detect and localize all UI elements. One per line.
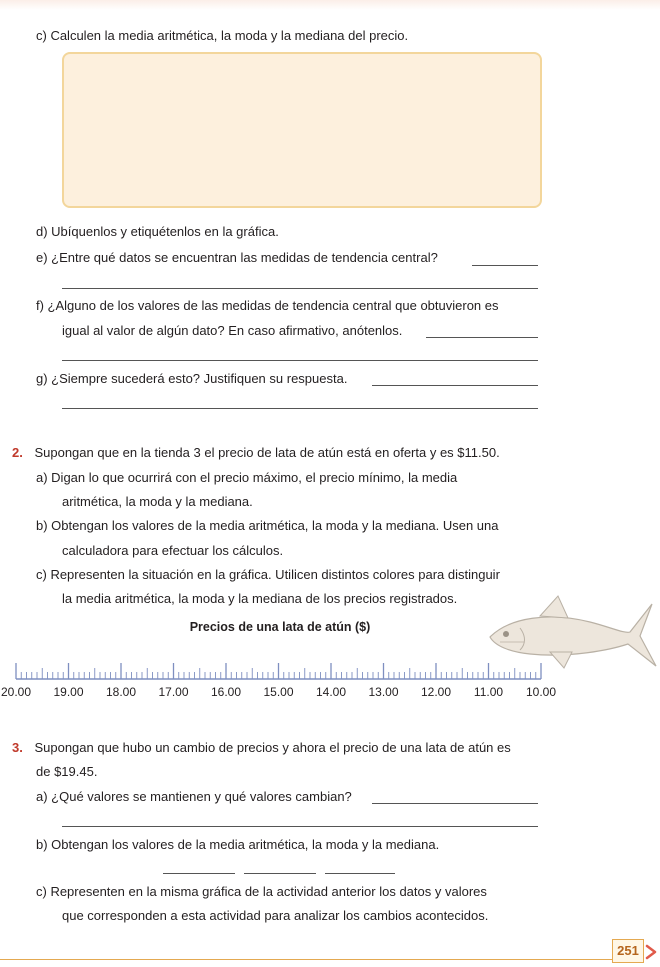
scale-label: 11.00 <box>473 685 504 699</box>
scale-label: 18.00 <box>105 685 137 699</box>
blank-e2[interactable] <box>62 288 538 289</box>
exercise-2-c-line1: c) Representen la situación en la gráfica. Utilicen distintos colores para distinguir <box>36 567 500 582</box>
exercise-2-a-line2: aritmética, la moda y la mediana. <box>62 494 253 509</box>
exercise-3-number: 3. <box>12 740 23 755</box>
blank-f2[interactable] <box>62 360 538 361</box>
exercise-2-text: Supongan que en la tienda 3 el precio de lata de atún está en oferta y es $11.50. <box>34 445 500 460</box>
blank-g2[interactable] <box>62 408 538 409</box>
exercise-3-a: a) ¿Qué valores se mantienen y qué valores cambian? <box>36 789 352 804</box>
blank-3b-mode[interactable] <box>244 873 316 874</box>
item-g: g) ¿Siempre sucederá esto? Justifiquen su respuesta. <box>36 371 348 386</box>
scale-label: 19.00 <box>53 685 84 699</box>
footer-line <box>0 959 612 960</box>
item-d: d) Ubíquenlos y etiquétenlos en la gráfica. <box>36 224 279 239</box>
blank-e1[interactable] <box>472 265 538 266</box>
exercise-2-intro <box>12 445 500 460</box>
scale-label: 13.00 <box>368 685 399 699</box>
exercise-3-intro <box>12 740 511 755</box>
exercise-3-text: Supongan que hubo un cambio de precios y ahora el precio de una lata de atún es <box>34 740 511 755</box>
blank-3a2[interactable] <box>62 826 538 827</box>
item-c: c) Calculen la media aritmética, la moda y la mediana del precio. <box>36 28 409 43</box>
blank-3b-mean[interactable] <box>163 873 235 874</box>
exercise-2-c-line2: la media aritmética, la moda y la mediana de los precios registrados. <box>62 591 458 606</box>
next-arrow-icon <box>644 942 660 962</box>
exercise-2-b-line2: calculadora para efectuar los cálculos. <box>62 543 284 558</box>
exercise-3-b: b) Obtengan los valores de la media aritmética, la moda y la mediana. <box>36 837 440 852</box>
scale-label: 12.00 <box>420 685 452 699</box>
exercise-3-c-line1: c) Representen en la misma gráfica de la actividad anterior los datos y valores <box>36 884 487 899</box>
page-number: 251 <box>612 939 644 963</box>
answer-box[interactable] <box>62 52 542 208</box>
blank-3b-median[interactable] <box>325 873 395 874</box>
exercise-2-number: 2. <box>12 445 23 460</box>
scale-label: 20.00 <box>0 685 32 699</box>
scale-label: 14.00 <box>315 685 347 699</box>
price-scale <box>0 655 560 683</box>
scale-label: 15.00 <box>263 685 294 699</box>
scale-label: 10.00 <box>525 685 557 699</box>
scale-label: 16.00 <box>210 685 242 699</box>
blank-g1[interactable] <box>372 385 538 386</box>
item-e: e) ¿Entre qué datos se encuentran las medidas de tendencia central? <box>36 250 438 265</box>
scale-label: 17.00 <box>158 685 189 699</box>
blank-3a1[interactable] <box>372 803 538 804</box>
chart-title: Precios de una lata de atún ($) <box>189 620 371 634</box>
exercise-3-c-line2: que corresponden a esta actividad para analizar los cambios acontecidos. <box>62 908 489 923</box>
blank-f1[interactable] <box>426 337 538 338</box>
top-band <box>0 0 660 10</box>
exercise-2-a-line1: a) Digan lo que ocurrirá con el precio máximo, el precio mínimo, la media <box>36 470 458 485</box>
exercise-2-b-line1: b) Obtengan los valores de la media aritmética, la moda y la mediana. Usen una <box>36 518 499 533</box>
exercise-3-intro-line2: de $19.45. <box>36 764 98 779</box>
item-f-line1: f) ¿Alguno de los valores de las medidas de tendencia central que obtuvieron es <box>36 298 499 313</box>
item-f-line2: igual al valor de algún dato? En caso afirmativo, anótenlos. <box>62 323 403 338</box>
